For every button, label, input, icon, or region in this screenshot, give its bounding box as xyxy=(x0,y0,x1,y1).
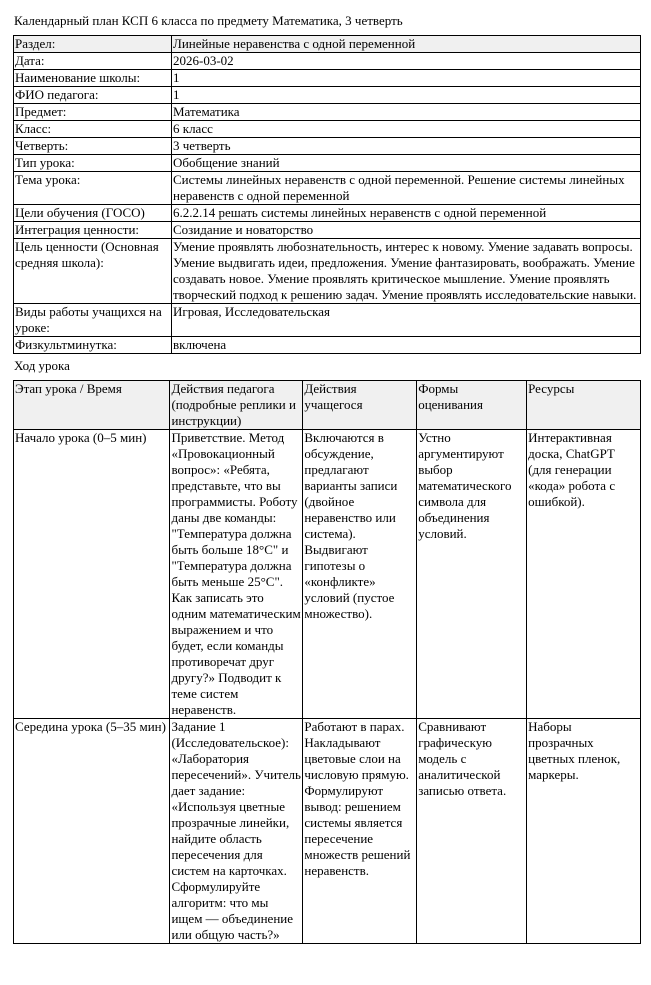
info-key: Раздел: xyxy=(14,36,172,53)
info-key: Наименование школы: xyxy=(14,70,172,87)
section-title: Ход урока xyxy=(14,358,70,373)
cell-resources: Интерактивная доска, ChatGPT (для генерации «кода» робота с ошибкой). xyxy=(527,430,641,719)
info-row-section xyxy=(14,36,641,53)
info-key: Интеграция ценности: xyxy=(14,222,172,239)
plan-header-row xyxy=(14,381,641,430)
cell-teacher: Приветствие. Метод «Провокационный вопрос»: «Ребята, представьте, что вы программисты. Роботу даны две команды: "Температура должна быть больше 18°C" и "Температура должна быть меньше 25°C". Как записать это одним математическим выражением и что будет, если команды противоречат друг другу?» Подводит к теме систем неравенств. xyxy=(170,430,303,719)
info-value: Линейные неравенства с одной переменной xyxy=(172,36,641,53)
header-stage: Этап урока / Время xyxy=(14,381,170,430)
info-row-date xyxy=(14,53,641,70)
info-key: Дата: xyxy=(14,53,172,70)
info-key: Тип урока: xyxy=(14,155,172,172)
info-value: 1 xyxy=(172,87,641,104)
info-value: 1 xyxy=(172,70,641,87)
info-value: 2026-03-02 xyxy=(172,53,641,70)
info-key: ФИО педагога: xyxy=(14,87,172,104)
cell-assessment: Устно аргументируют выбор математического символа для объединения условий. xyxy=(417,430,527,719)
cell-students: Включаются в обсуждение, предлагают варианты записи (двойное неравенство или система). Выдвигают гипотезы о «конфликте» условий (пустое множество). xyxy=(303,430,417,719)
info-value: Обобщение знаний xyxy=(172,155,641,172)
cell-students: Работают в парах. Накладывают цветовые слои на числовую прямую. Формулируют вывод: решением системы является пересечение множеств решений неравенств. xyxy=(303,719,417,944)
info-row-teacher xyxy=(14,87,641,104)
info-key: Предмет: xyxy=(14,104,172,121)
info-key: Физкультминутка: xyxy=(14,337,172,354)
info-value: Системы линейных неравенств с одной переменной. Решение системы линейных неравенств с одной переменной xyxy=(172,172,641,205)
info-key: Класс: xyxy=(14,121,172,138)
info-value: Игровая, Исследовательская xyxy=(172,304,641,337)
cell-teacher: Задание 1 (Исследовательское): «Лаборатория пересечений». Учитель дает задание: «Используя цветные прозрачные линейки, найдите область пересечения для систем на карточках. Сформулируйте алгоритм: что мы ищем — объединение или общую часть?» xyxy=(171,719,301,942)
cell-resources: Наборы прозрачных цветных пленок, маркеры. xyxy=(527,719,641,944)
info-row-subject xyxy=(14,104,641,121)
info-value: 6 класс xyxy=(172,121,641,138)
header-assessment: Формы оценивания xyxy=(417,381,527,430)
header-students: Действия учащегося xyxy=(303,381,417,430)
info-row-topic xyxy=(14,172,641,205)
info-key: Виды работы учащихся на уроке: xyxy=(14,304,172,337)
info-row-goals xyxy=(14,205,641,222)
info-key: Четверть: xyxy=(14,138,172,155)
info-value: Умение проявлять любознательность, интерес к новому. Умение задавать вопросы. Умение выдвигать идеи, предложения. Умение фантазировать, воображать. Умение создавать новое. Умение проявлять критическое мышление. Умение проявлять творческий подход к решению задач. Умение проявлять исследовательские навыки. xyxy=(172,239,641,304)
info-value: 6.2.2.14 решать системы линейных неравенств с одной переменной xyxy=(172,205,641,222)
plan-row xyxy=(14,719,641,944)
info-key: Тема урока: xyxy=(14,172,172,205)
info-key: Цель ценности (Основная средняя школа): xyxy=(14,239,172,304)
header-resources: Ресурсы xyxy=(527,381,641,430)
plan-row xyxy=(14,430,641,719)
info-row-work-types xyxy=(14,304,641,337)
cell-assessment: Сравнивают графическую модель с аналитической записью ответа. xyxy=(417,719,527,944)
info-row-value-integration xyxy=(14,222,641,239)
info-row-school xyxy=(14,70,641,87)
lesson-info-table xyxy=(13,35,641,354)
info-value: Математика xyxy=(172,104,641,121)
info-value: Созидание и новаторство xyxy=(172,222,641,239)
info-row-quarter xyxy=(14,138,641,155)
info-row-lesson-type xyxy=(14,155,641,172)
info-value: 3 четверть xyxy=(172,138,641,155)
cell-stage: Середина урока (5–35 мин) xyxy=(14,719,170,944)
header-teacher: Действия педагога (подробные реплики и инструкции) xyxy=(170,381,303,430)
info-value: включена xyxy=(172,337,641,354)
info-row-class xyxy=(14,121,641,138)
cell-stage: Начало урока (0–5 мин) xyxy=(14,430,170,719)
info-row-exercise xyxy=(14,337,641,354)
info-row-value-goal xyxy=(14,239,641,304)
page-title: Календарный план КСП 6 класса по предмету Математика, 3 четверть xyxy=(14,13,403,28)
lesson-plan-table xyxy=(13,380,641,944)
info-key: Цели обучения (ГОСО) xyxy=(14,205,172,222)
